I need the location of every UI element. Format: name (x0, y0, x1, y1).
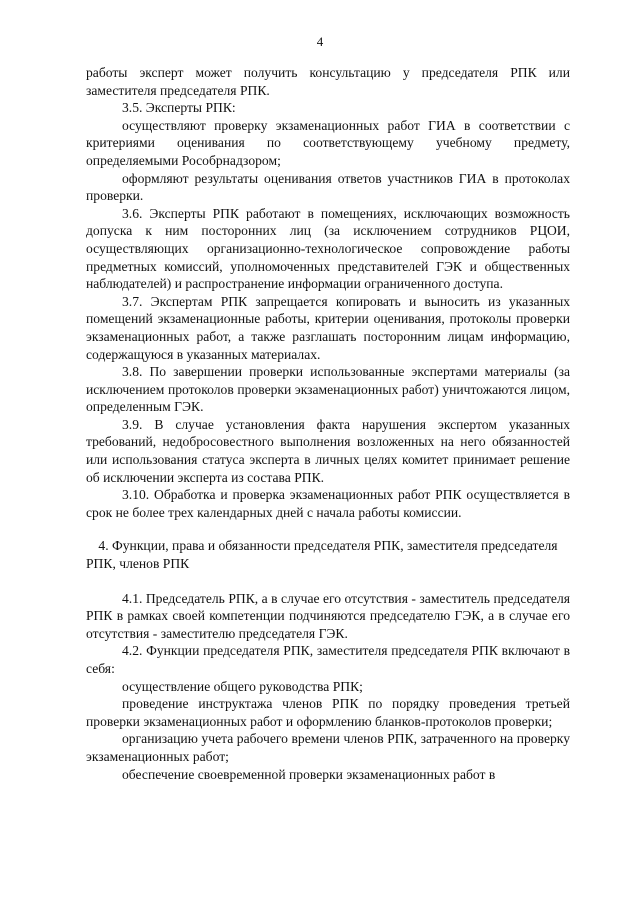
paragraph: 3.6. Эксперты РПК работают в помещениях, исключающих возможность допуска к ним посторонних лиц (за исключением сотрудников РЦОИ, осуществляющих организационно-технологическое сопровождение работы предметных комиссий, уполномоченных представителей ГЭК и общественных наблюдателей) и распространение информации ограниченного доступа. (86, 205, 570, 292)
section-heading: 4. Функции, права и обязанности председателя РПК, заместителя председателя РПК, членов РПК (86, 538, 558, 572)
paragraph: работы эксперт может получить консультацию у председателя РПК или заместителя председателя РПК. (86, 65, 570, 98)
paragraph: оформляют результаты оценивания ответов участников ГИА в протоколах проверки. (86, 170, 570, 204)
paragraph: осуществляют проверку экзаменационных работ ГИА в соответствии с критериями оценивания по соответствующему учебному предмету, определяемыми Рособрнадзором; (86, 117, 570, 168)
document-body (86, 64, 570, 783)
paragraph: обеспечение своевременной проверки экзаменационных работ в (122, 766, 496, 782)
paragraph: 4.1. Председатель РПК, а в случае его отсутствия - заместитель председателя РПК в рамках своей компетенции подчиняются председателю ГЭК, а в случае его отсутствия - заместителю председателя ГЭК. (86, 590, 570, 641)
paragraph: 3.8. По завершении проверки использованные экспертами материалы (за исключением протоколов проверки экзаменационных работ) уничтожаются лицом, определенным ГЭК. (86, 364, 570, 415)
paragraph: организацию учета рабочего времени членов РПК, затраченного на проверку экзаменационных работ; (86, 731, 570, 764)
page-number: 4 (316, 34, 324, 49)
paragraph: 3.9. В случае установления факта нарушения экспертом указанных требований, недобросовестного выполнения возложенных на него обязанностей или использования статуса эксперта в личных целях комитет принимает решение об исключении эксперта из состава РПК. (86, 416, 570, 485)
paragraph: 4.2. Функции председателя РПК, заместителя председателя РПК включают в себя: (86, 643, 570, 676)
paragraph: 3.7. Экспертам РПК запрещается копировать и выносить из указанных помещений экзаменационные работы, критерии оценивания, протоколы проверки экзаменационных работ, а также разглашать посторонним лицам информацию, содержащуюся в указанных материалах. (86, 293, 570, 362)
paragraph: 3.10. Обработка и проверка экзаменационных работ РПК осуществляется в срок не более трех календарных дней с начала работы комиссии. (86, 487, 570, 520)
paragraph: осуществление общего руководства РПК; (122, 678, 363, 694)
paragraph: 3.5. Эксперты РПК: (122, 100, 236, 116)
paragraph: проведение инструктажа членов РПК по порядку проведения третьей проверки экзаменационных работ и оформлению бланков-протоколов проверки; (86, 696, 570, 729)
